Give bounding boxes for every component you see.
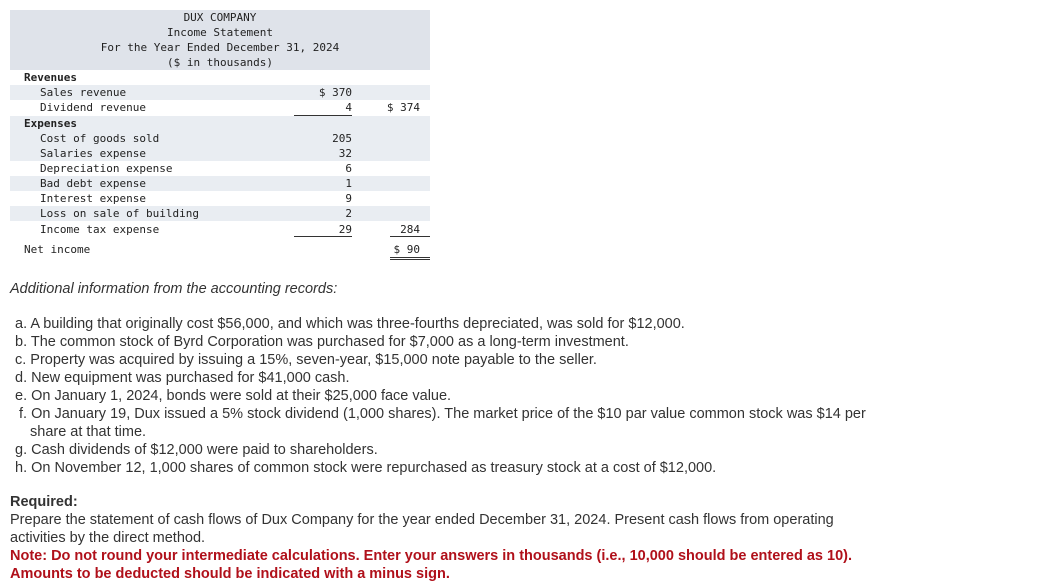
dividend-value: 4 [345, 101, 352, 114]
depreciation-value: 6 [345, 162, 352, 175]
total-revenue-value: $ 374 [386, 101, 420, 114]
note-line2: Amounts to be deducted should be indicated with a minus sign. [10, 566, 450, 582]
loss-label: Loss on sale of building [40, 207, 199, 220]
tax-label: Income tax expense [40, 223, 160, 236]
statement-title: Income Statement [167, 26, 273, 39]
expenses-heading-row [10, 116, 430, 131]
additional-info-heading: Additional information from the accounting records: [10, 281, 338, 297]
info-item-a: a. A building that originally cost $56,000, and which was three-fourths depreciated, was sold for $12,000. [15, 316, 685, 332]
info-item-g: g. Cash dividends of $12,000 were paid to shareholders. [15, 442, 378, 458]
dividend-row [10, 100, 430, 115]
total-expenses-value: 284 [400, 223, 420, 236]
info-item-d: d. New equipment was purchased for $41,000 cash. [15, 370, 350, 386]
dividend-label: Dividend revenue [40, 101, 146, 114]
net-income-value: $ 90 [393, 243, 420, 256]
cogs-row [10, 131, 430, 146]
revenues-heading-row [10, 70, 430, 85]
tax-row [10, 222, 430, 237]
interest-label: Interest expense [40, 192, 146, 205]
salaries-label: Salaries expense [40, 147, 146, 160]
depreciation-label: Depreciation expense [40, 162, 173, 175]
info-item-f-line1: f. On January 19, Dux issued a 5% stock dividend (1,000 shares). The market price of the $10 par value common stock was $14 per [19, 406, 866, 422]
info-item-e: e. On January 1, 2024, bonds were sold at their $25,000 face value. [15, 388, 452, 404]
statement-period: For the Year Ended December 31, 2024 [100, 41, 340, 54]
expense-subtotal-rule [294, 236, 352, 237]
cogs-value: 205 [332, 132, 352, 145]
info-item-f-line2: share at that time. [30, 424, 147, 440]
depreciation-row [10, 161, 430, 176]
sales-value: $ 370 [318, 86, 352, 99]
net-income-row [10, 242, 430, 257]
info-item-c: c. Property was acquired by issuing a 15%, seven-year, $15,000 note payable to the seller. [15, 352, 597, 368]
required-line2: activities by the direct method. [10, 530, 206, 546]
sales-label: Sales revenue [40, 86, 127, 99]
loss-value: 2 [345, 207, 352, 220]
salaries-value: 32 [338, 147, 352, 160]
tax-value: 29 [338, 223, 352, 236]
revenues-label: Revenues [24, 71, 77, 84]
net-income-label: Net income [24, 243, 91, 256]
total-expenses-rule [390, 236, 430, 237]
baddebt-value: 1 [345, 177, 352, 190]
cogs-label: Cost of goods sold [40, 132, 160, 145]
statement-units: ($ in thousands) [167, 56, 273, 69]
interest-row [10, 191, 430, 206]
interest-value: 9 [345, 192, 352, 205]
baddebt-row [10, 176, 430, 191]
net-income-double-rule [390, 257, 430, 260]
sales-row [10, 85, 430, 100]
statement-header [10, 10, 430, 70]
note-line1: Note: Do not round your intermediate calculations. Enter your answers in thousands (i.e., 10,000 should be entered as 10). [10, 548, 852, 564]
info-item-h: h. On November 12, 1,000 shares of common stock were repurchased as treasury stock at a cost of $12,000. [15, 460, 717, 476]
loss-row [10, 206, 430, 221]
required-heading: Required: [10, 494, 78, 510]
salaries-row [10, 146, 430, 161]
required-line1: Prepare the statement of cash flows of Dux Company for the year ended December 31, 2024. Present cash flows from operating [10, 512, 834, 528]
company-name: DUX COMPANY [183, 11, 257, 24]
baddebt-label: Bad debt expense [40, 177, 146, 190]
expenses-label: Expenses [24, 117, 77, 130]
info-item-b: b. The common stock of Byrd Corporation was purchased for $7,000 as a long-term investment. [15, 334, 629, 350]
